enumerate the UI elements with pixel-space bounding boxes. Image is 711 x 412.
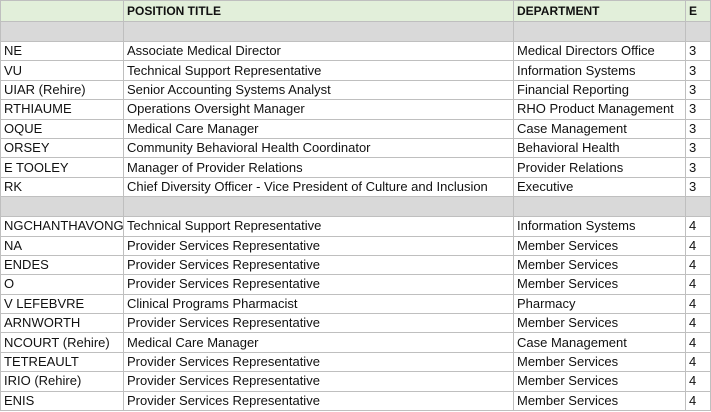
group-separator-cell[interactable]: [686, 22, 711, 42]
name-cell[interactable]: ENIS: [1, 391, 124, 410]
position-title-cell[interactable]: Provider Services Representative: [124, 255, 514, 274]
position-title-cell[interactable]: Provider Services Representative: [124, 314, 514, 333]
header-cell-name[interactable]: [1, 1, 124, 22]
department-cell[interactable]: Medical Directors Office: [514, 42, 686, 61]
position-title-cell[interactable]: Clinical Programs Pharmacist: [124, 294, 514, 313]
header-row: [1, 1, 711, 22]
table-row: [1, 100, 711, 119]
position-title-cell[interactable]: Medical Care Manager: [124, 119, 514, 138]
table-row: [1, 177, 711, 196]
extra-cell[interactable]: 4: [686, 352, 711, 371]
table-row: [1, 333, 711, 352]
department-cell[interactable]: Behavioral Health: [514, 138, 686, 157]
extra-cell[interactable]: 4: [686, 236, 711, 255]
group-separator-cell[interactable]: [1, 22, 124, 42]
group-separator-cell[interactable]: [124, 197, 514, 217]
table-row: [1, 391, 711, 410]
name-cell[interactable]: NE: [1, 42, 124, 61]
extra-cell[interactable]: 3: [686, 158, 711, 177]
extra-cell[interactable]: 3: [686, 61, 711, 80]
position-title-cell[interactable]: Provider Services Representative: [124, 275, 514, 294]
extra-cell[interactable]: 4: [686, 333, 711, 352]
table-row: [1, 352, 711, 371]
table-row: [1, 217, 711, 236]
header-cell-position-title[interactable]: POSITION TITLE: [124, 1, 514, 22]
department-cell[interactable]: Information Systems: [514, 61, 686, 80]
department-cell[interactable]: Case Management: [514, 333, 686, 352]
position-title-cell[interactable]: Technical Support Representative: [124, 61, 514, 80]
position-title-cell[interactable]: Community Behavioral Health Coordinator: [124, 138, 514, 157]
position-title-cell[interactable]: Operations Oversight Manager: [124, 100, 514, 119]
extra-cell[interactable]: 4: [686, 391, 711, 410]
header-cell-department[interactable]: DEPARTMENT: [514, 1, 686, 22]
department-cell[interactable]: Provider Relations: [514, 158, 686, 177]
group-separator-cell[interactable]: [1, 197, 124, 217]
position-title-cell[interactable]: Provider Services Representative: [124, 352, 514, 371]
table-row: [1, 138, 711, 157]
table-row: [1, 275, 711, 294]
table-row: [1, 314, 711, 333]
group-separator-row: [1, 22, 711, 42]
extra-cell[interactable]: 3: [686, 80, 711, 99]
group-separator-cell[interactable]: [124, 22, 514, 42]
name-cell[interactable]: E TOOLEY: [1, 158, 124, 177]
position-title-cell[interactable]: Senior Accounting Systems Analyst: [124, 80, 514, 99]
position-title-cell[interactable]: Technical Support Representative: [124, 217, 514, 236]
department-cell[interactable]: Executive: [514, 177, 686, 196]
group-separator-row: [1, 197, 711, 217]
extra-cell[interactable]: 4: [686, 275, 711, 294]
table-row: [1, 158, 711, 177]
table-row: [1, 372, 711, 391]
extra-cell[interactable]: 4: [686, 314, 711, 333]
extra-cell[interactable]: 4: [686, 372, 711, 391]
name-cell[interactable]: RTHIAUME: [1, 100, 124, 119]
extra-cell[interactable]: 3: [686, 119, 711, 138]
department-cell[interactable]: Case Management: [514, 119, 686, 138]
position-title-cell[interactable]: Manager of Provider Relations: [124, 158, 514, 177]
name-cell[interactable]: RK: [1, 177, 124, 196]
department-cell[interactable]: Member Services: [514, 314, 686, 333]
extra-cell[interactable]: 3: [686, 138, 711, 157]
name-cell[interactable]: ORSEY: [1, 138, 124, 157]
extra-cell[interactable]: 4: [686, 255, 711, 274]
position-title-cell[interactable]: Medical Care Manager: [124, 333, 514, 352]
department-cell[interactable]: Information Systems: [514, 217, 686, 236]
table-row: [1, 61, 711, 80]
department-cell[interactable]: Member Services: [514, 236, 686, 255]
department-cell[interactable]: Pharmacy: [514, 294, 686, 313]
name-cell[interactable]: NGCHANTHAVONG: [1, 217, 124, 236]
extra-cell[interactable]: 3: [686, 177, 711, 196]
extra-cell[interactable]: 3: [686, 100, 711, 119]
name-cell[interactable]: ENDES: [1, 255, 124, 274]
extra-cell[interactable]: 3: [686, 42, 711, 61]
position-title-cell[interactable]: Provider Services Representative: [124, 236, 514, 255]
department-cell[interactable]: Financial Reporting: [514, 80, 686, 99]
department-cell[interactable]: Member Services: [514, 352, 686, 371]
table-row: [1, 294, 711, 313]
table-row: [1, 42, 711, 61]
name-cell[interactable]: ARNWORTH: [1, 314, 124, 333]
department-cell[interactable]: RHO Product Management: [514, 100, 686, 119]
table-row: [1, 80, 711, 99]
group-separator-cell[interactable]: [686, 197, 711, 217]
name-cell[interactable]: NA: [1, 236, 124, 255]
header-cell-extra[interactable]: E: [686, 1, 711, 22]
department-cell[interactable]: Member Services: [514, 391, 686, 410]
position-title-cell[interactable]: Chief Diversity Officer - Vice President of Culture and Inclusion: [124, 177, 514, 196]
department-cell[interactable]: Member Services: [514, 372, 686, 391]
name-cell[interactable]: VU: [1, 61, 124, 80]
table-body: [1, 22, 711, 411]
name-cell[interactable]: NCOURT (Rehire): [1, 333, 124, 352]
table-row: [1, 236, 711, 255]
group-separator-cell[interactable]: [514, 22, 686, 42]
group-separator-cell[interactable]: [514, 197, 686, 217]
department-cell[interactable]: Member Services: [514, 255, 686, 274]
name-cell[interactable]: TETREAULT: [1, 352, 124, 371]
name-cell[interactable]: OQUE: [1, 119, 124, 138]
name-cell[interactable]: IRIO (Rehire): [1, 372, 124, 391]
department-cell[interactable]: Member Services: [514, 275, 686, 294]
position-title-cell[interactable]: Provider Services Representative: [124, 391, 514, 410]
table-row: [1, 255, 711, 274]
extra-cell[interactable]: 4: [686, 294, 711, 313]
position-title-cell[interactable]: Associate Medical Director: [124, 42, 514, 61]
extra-cell[interactable]: 4: [686, 217, 711, 236]
name-cell[interactable]: V LEFEBVRE: [1, 294, 124, 313]
name-cell[interactable]: O: [1, 275, 124, 294]
position-title-cell[interactable]: Provider Services Representative: [124, 372, 514, 391]
name-cell[interactable]: UIAR (Rehire): [1, 80, 124, 99]
table-row: [1, 119, 711, 138]
